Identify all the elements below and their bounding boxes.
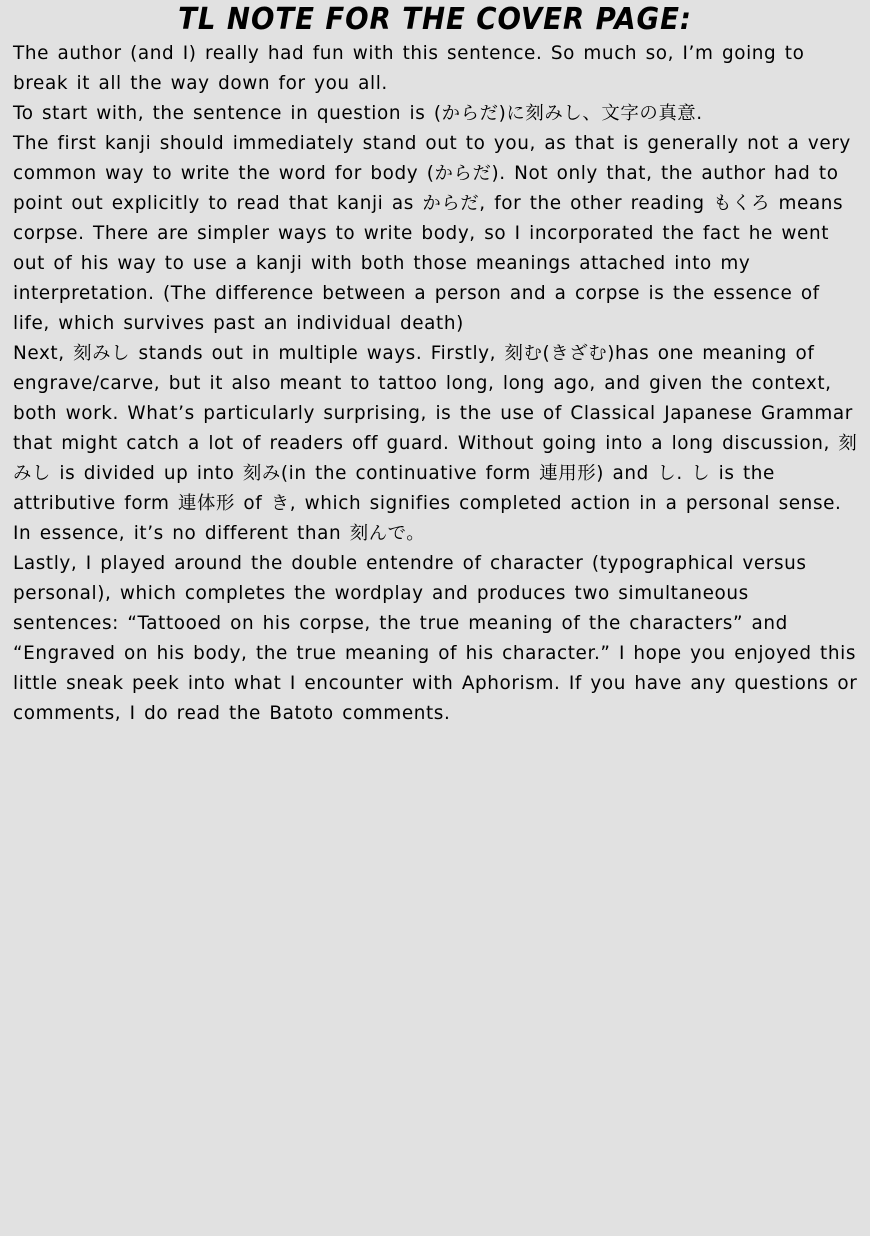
page-title: TL NOTE FOR THE COVER PAGE:: [178, 2, 692, 37]
paragraph-sentence: To start with, the sentence in question is (からだ)に刻みし、文字の真意.: [13, 103, 703, 124]
paragraph-intro: The author (and I) really had fun with this sentence. So much so, I’m going to break it all the way down for you all.: [13, 43, 805, 94]
note-body: [13, 39, 861, 729]
paragraph-conclusion: Lastly, I played around the double entendre of character (typographical versus personal), which completes the wordplay and produces two simultaneous sentences: “Tattooed on his corpse, the true meaning of the characters” and “Engraved on his body, the true meaning of his character.” I hope you enjoyed this little sneak peek into what I encounter with Aphorism. If you have any questions or comments, I do read the Batoto comments.: [13, 553, 858, 724]
paragraph-grammar: Next, 刻みし stands out in multiple ways. Firstly, 刻む(きざむ)has one meaning of engrave/carve, but it also meant to tattoo long, long ago, and given the context, both work. What’s particularly surprising, is the use of Classical Japanese Grammar that might catch a lot of readers off guard. Without going into a long discussion, 刻みし is divided up into 刻み(in the continuative form 連用形) and し. し is the attributive form 連体形 of き, which signifies completed action in a personal sense. In essence, it’s no different than 刻んで。: [13, 343, 858, 544]
paragraph-first-kanji: The first kanji should immediately stand out to you, as that is generally not a very common way to write the word for body (からだ). Not only that, the author had to point out explicitly to read that kanji as からだ, for the other reading もくろ means corpse. There are simpler ways to write body, so I incorporated the fact he went out of his way to use a kanji with both those meanings attached into my interpretation. (The difference between a person and a corpse is the essence of life, which survives past an individual death): [13, 133, 851, 334]
